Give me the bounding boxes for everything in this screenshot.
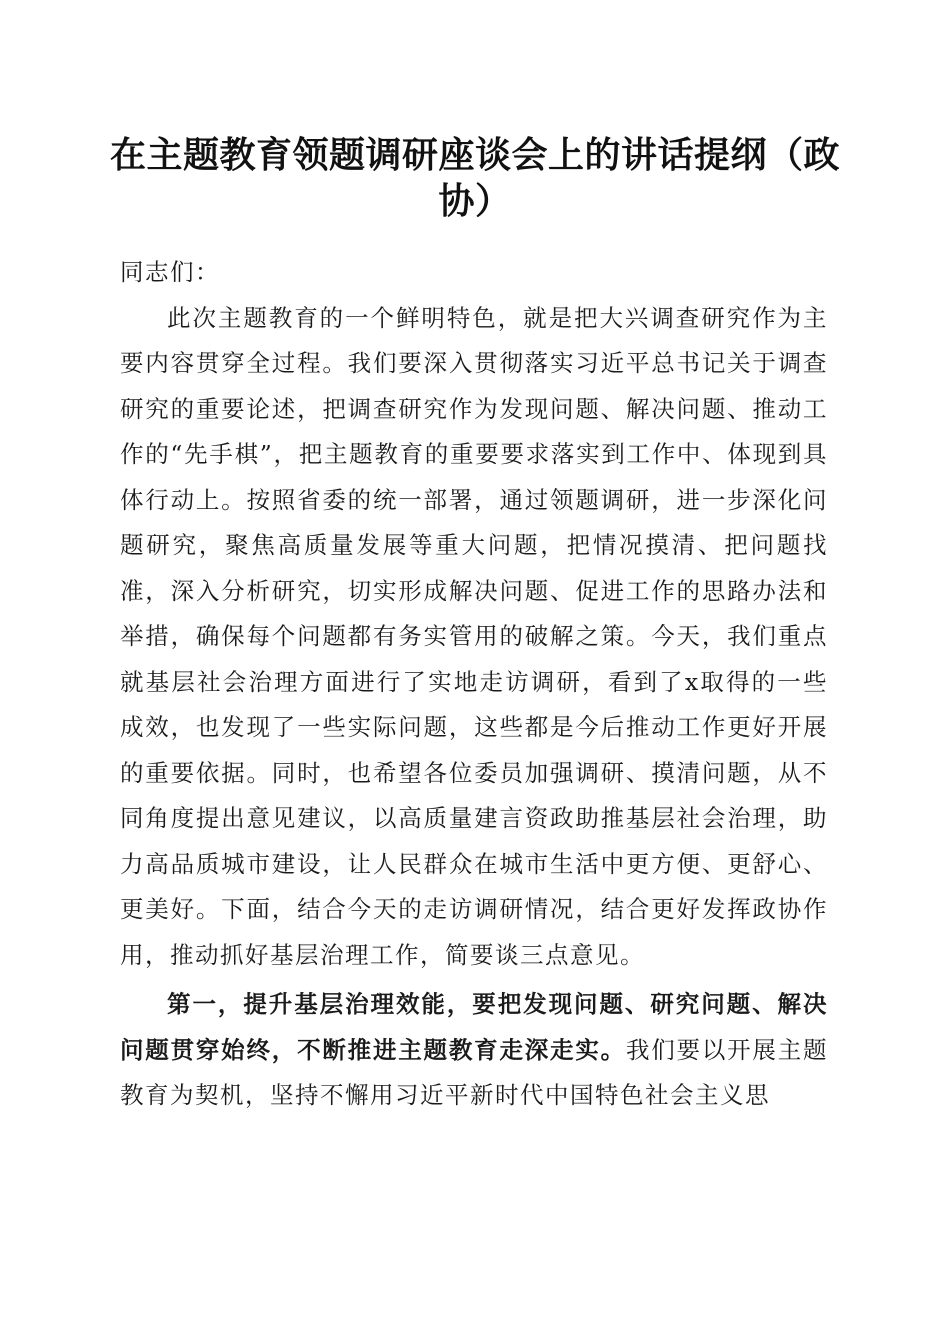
document-title: 在主题教育领题调研座谈会上的讲话提纲（政协） — [109, 134, 840, 222]
section-one-heading: 第一，提升基层治理效能，要把发现问题、研究问题、解决问题贯穿始终，不断推进主题教育走深走实。 — [120, 990, 828, 1064]
section-one-text: 我们要以开展主题教育为契机，坚持不懈用习近平新时代中国特色社会主义思 — [120, 1035, 829, 1109]
paragraph-intro: 此次主题教育的一个鲜明特色，就是把大兴调查研究作为主要内容贯穿全过程。我们要深入贯彻落实习近平总书记关于调查研究的重要论述，把调查研究作为发现问题、解决问题、推动工作的“先手棋”，把主题教育的重要要求落实到工作中、体现到具体行动上。按照省委的统一部署，通过领题调研，进一步深化问题研究，聚焦高质量发展等重大问题，把情况摸清、把问题找准，深入分析研究，切实形成解决问题、促进工作的思路办法和举措，确保每个问题都有务实管用的破解之策。今天，我们重点就基层社会治理方面进行了实地走访调研，看到了x取得的一些成效，也发现了一些实际问题，这些都是今后推动工作更好开展的重要依据。同时，也希望各位委员加强调研、摸清问题，从不同角度提出意见建议，以高质量建言资政助推基层社会治理，助力高品质城市建设，让人民群众在城市生活中更方便、更舒心、更美好。下面，结合今天的走访调研情况，结合更好发挥政协作用，推动抓好基层治理工作，简要谈三点意见。 — [120, 303, 828, 969]
salutation: 同志们： — [120, 258, 220, 286]
paragraph-section-one — [120, 982, 828, 1119]
document-body — [120, 250, 828, 1119]
